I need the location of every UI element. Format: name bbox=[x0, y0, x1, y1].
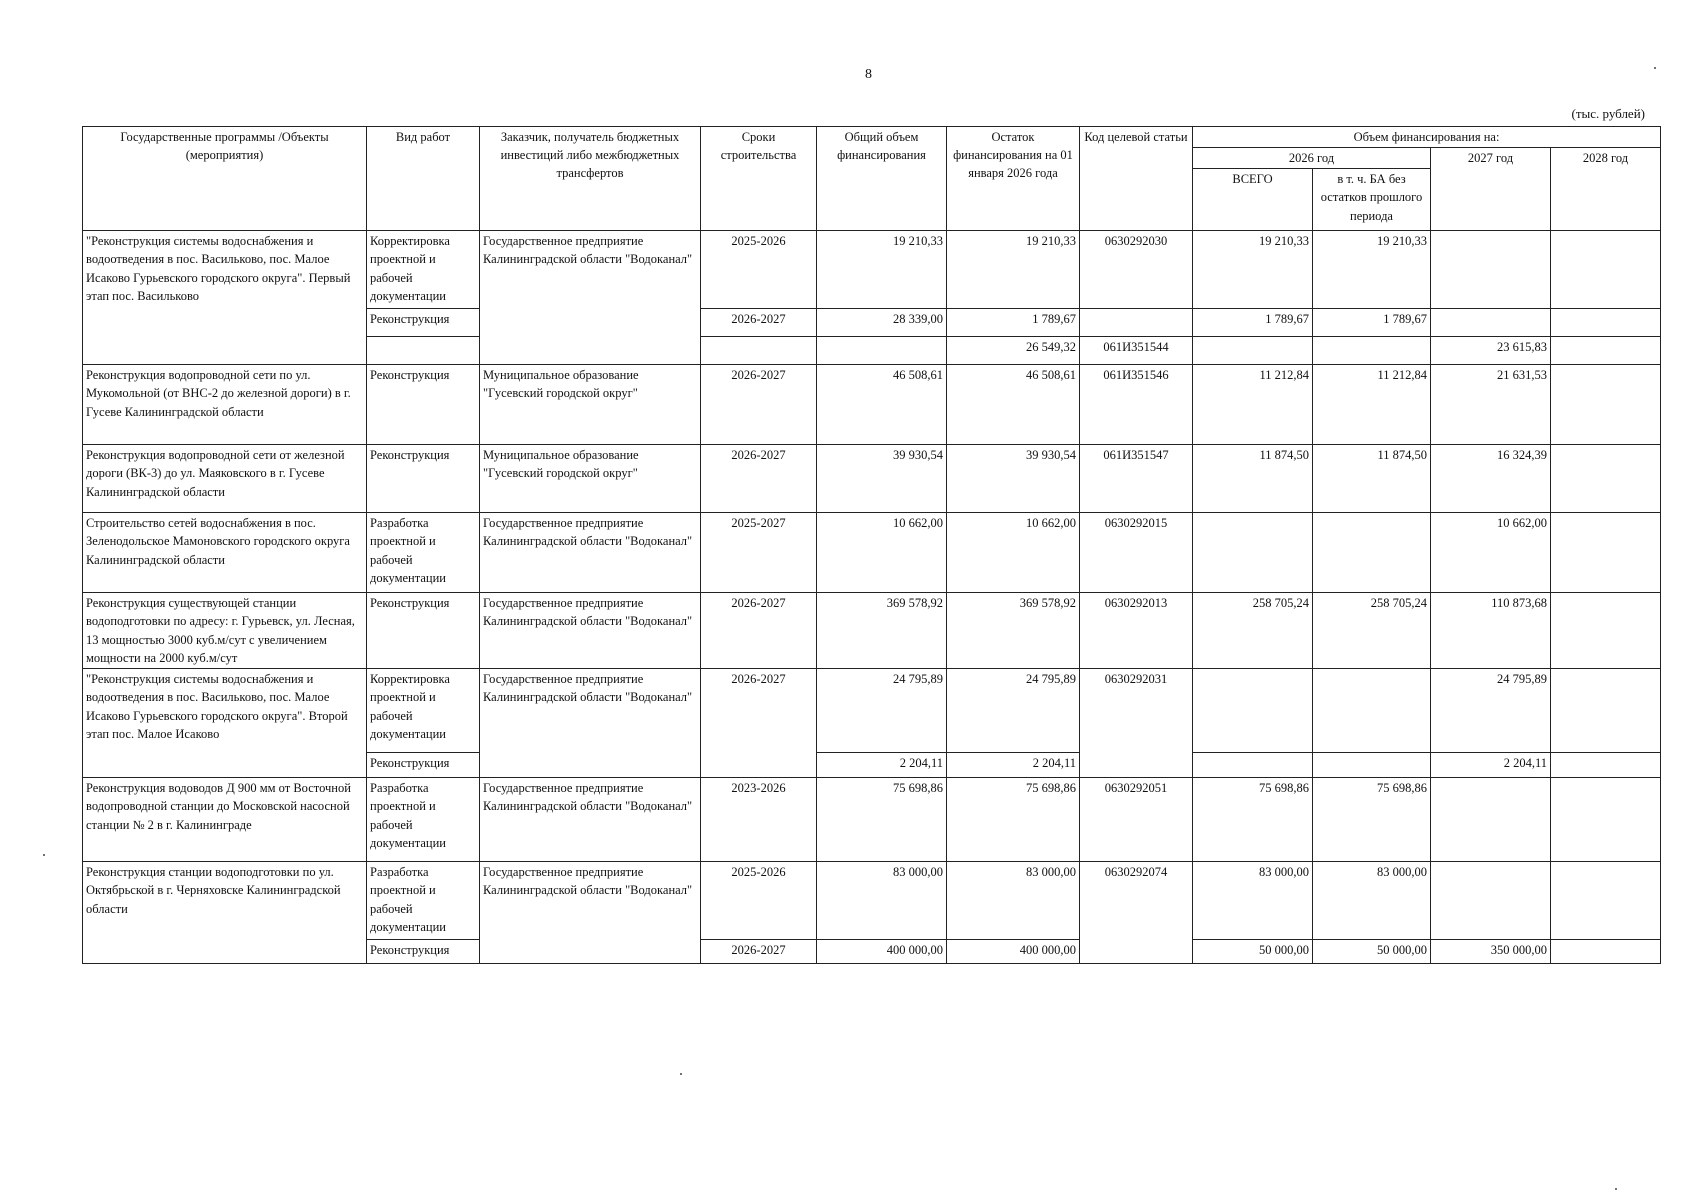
code: 0630292031 bbox=[1080, 669, 1193, 778]
total: 24 795,89 bbox=[817, 669, 947, 753]
incl-2026 bbox=[1313, 753, 1431, 778]
all-2026 bbox=[1193, 669, 1313, 753]
remainder: 10 662,00 bbox=[947, 513, 1080, 593]
work-type: Реконструкция bbox=[367, 445, 480, 513]
all-2026 bbox=[1193, 337, 1313, 365]
incl-2026: 11 212,84 bbox=[1313, 365, 1431, 445]
work-type: Реконструкция bbox=[367, 753, 480, 778]
all-2026: 11 212,84 bbox=[1193, 365, 1313, 445]
total: 2 204,11 bbox=[817, 753, 947, 778]
incl-2026 bbox=[1313, 337, 1431, 365]
work-type: Реконструкция bbox=[367, 365, 480, 445]
remainder: 2 204,11 bbox=[947, 753, 1080, 778]
object-name: "Реконструкция системы водоснабжения и водоотведения в пос. Васильково, пос. Малое Исаково Гурьевского городского округа". Второй этап пос. Малое Исаково bbox=[83, 669, 367, 778]
value-2028 bbox=[1551, 513, 1661, 593]
incl-2026: 19 210,33 bbox=[1313, 231, 1431, 309]
object-name: Реконструкция водопроводной сети от железной дороги (ВК-3) до ул. Маяковского в г. Гусеве Калининградской области bbox=[83, 445, 367, 513]
table-row bbox=[83, 445, 1661, 513]
remainder: 369 578,92 bbox=[947, 593, 1080, 669]
total: 83 000,00 bbox=[817, 862, 947, 940]
period: 2023-2026 bbox=[701, 778, 817, 862]
col-header-total: Общий объем финансирования bbox=[817, 127, 947, 231]
value-2028 bbox=[1551, 309, 1661, 337]
table-row bbox=[83, 669, 1661, 753]
customer: Государственное предприятие Калининградской области "Водоканал" bbox=[480, 513, 701, 593]
scan-speck bbox=[680, 1073, 682, 1075]
period: 2026-2027 bbox=[701, 445, 817, 513]
work-type: Реконструкция bbox=[367, 593, 480, 669]
period: 2026-2027 bbox=[701, 669, 817, 778]
value-2027: 350 000,00 bbox=[1431, 940, 1551, 964]
value-2027 bbox=[1431, 309, 1551, 337]
value-2027: 23 615,83 bbox=[1431, 337, 1551, 365]
all-2026 bbox=[1193, 753, 1313, 778]
value-2027: 24 795,89 bbox=[1431, 669, 1551, 753]
table-row bbox=[83, 593, 1661, 669]
table-row bbox=[83, 231, 1661, 309]
value-2027: 110 873,68 bbox=[1431, 593, 1551, 669]
all-2026: 258 705,24 bbox=[1193, 593, 1313, 669]
code: 061И351547 bbox=[1080, 445, 1193, 513]
code: 0630292051 bbox=[1080, 778, 1193, 862]
value-2028 bbox=[1551, 862, 1661, 940]
table-row bbox=[83, 778, 1661, 862]
remainder: 24 795,89 bbox=[947, 669, 1080, 753]
period: 2025-2026 bbox=[701, 231, 817, 309]
total: 46 508,61 bbox=[817, 365, 947, 445]
work-type: Разработка проектной и рабочей документации bbox=[367, 513, 480, 593]
period: 2026-2027 bbox=[701, 940, 817, 964]
remainder: 83 000,00 bbox=[947, 862, 1080, 940]
all-2026: 19 210,33 bbox=[1193, 231, 1313, 309]
col-header-2028: 2028 год bbox=[1551, 148, 1661, 231]
scan-speck bbox=[43, 854, 45, 856]
code: 0630292015 bbox=[1080, 513, 1193, 593]
units-label: (тыс. рублей) bbox=[1571, 106, 1645, 121]
total: 369 578,92 bbox=[817, 593, 947, 669]
total: 28 339,00 bbox=[817, 309, 947, 337]
value-2027: 16 324,39 bbox=[1431, 445, 1551, 513]
scan-speck bbox=[1654, 67, 1656, 69]
col-header-incl: в т. ч. БА без остатков прошлого периода bbox=[1313, 169, 1431, 231]
value-2028 bbox=[1551, 337, 1661, 365]
value-2028 bbox=[1551, 593, 1661, 669]
period: 2026-2027 bbox=[701, 309, 817, 337]
code: 061И351544 bbox=[1080, 337, 1193, 365]
object-name: Реконструкция водопроводной сети по ул. Мукомольной (от ВНС-2 до железной дороги) в г. Гусеве Калининградской области bbox=[83, 365, 367, 445]
remainder: 1 789,67 bbox=[947, 309, 1080, 337]
all-2026: 83 000,00 bbox=[1193, 862, 1313, 940]
remainder: 46 508,61 bbox=[947, 365, 1080, 445]
all-2026: 50 000,00 bbox=[1193, 940, 1313, 964]
period bbox=[701, 337, 817, 365]
value-2027: 10 662,00 bbox=[1431, 513, 1551, 593]
remainder: 19 210,33 bbox=[947, 231, 1080, 309]
object-name: Реконструкция существующей станции водоподготовки по адресу: г. Гурьевск, ул. Лесная, 13 мощностью 3000 куб.м/сут с увеличением мощности на 2000 куб.м/сут bbox=[83, 593, 367, 669]
col-header-code: Код целевой статьи bbox=[1080, 127, 1193, 231]
customer: Государственное предприятие Калининградской области "Водоканал" bbox=[480, 593, 701, 669]
customer: Государственное предприятие Калининградской области "Водоканал" bbox=[480, 778, 701, 862]
code: 061И351546 bbox=[1080, 365, 1193, 445]
period: 2026-2027 bbox=[701, 365, 817, 445]
code bbox=[1080, 309, 1193, 337]
customer: Государственное предприятие Калининградской области "Водоканал" bbox=[480, 862, 701, 964]
work-type: Корректировка проектной и рабочей документации bbox=[367, 231, 480, 309]
value-2028 bbox=[1551, 669, 1661, 753]
value-2028 bbox=[1551, 365, 1661, 445]
value-2028 bbox=[1551, 753, 1661, 778]
incl-2026 bbox=[1313, 513, 1431, 593]
value-2028 bbox=[1551, 940, 1661, 964]
period: 2026-2027 bbox=[701, 593, 817, 669]
value-2028 bbox=[1551, 778, 1661, 862]
table-row bbox=[83, 513, 1661, 593]
total: 19 210,33 bbox=[817, 231, 947, 309]
col-header-all: ВСЕГО bbox=[1193, 169, 1313, 231]
work-type: Разработка проектной и рабочей документации bbox=[367, 862, 480, 940]
work-type bbox=[367, 337, 480, 365]
all-2026 bbox=[1193, 513, 1313, 593]
value-2027: 21 631,53 bbox=[1431, 365, 1551, 445]
header-row-1 bbox=[83, 127, 1661, 148]
value-2027: 2 204,11 bbox=[1431, 753, 1551, 778]
object-name: Реконструкция станции водоподготовки по ул. Октябрьской в г. Черняховске Калининградской области bbox=[83, 862, 367, 964]
total bbox=[817, 337, 947, 365]
value-2028 bbox=[1551, 231, 1661, 309]
table-row bbox=[83, 365, 1661, 445]
work-type: Реконструкция bbox=[367, 309, 480, 337]
all-2026: 75 698,86 bbox=[1193, 778, 1313, 862]
total: 400 000,00 bbox=[817, 940, 947, 964]
incl-2026: 50 000,00 bbox=[1313, 940, 1431, 964]
col-header-remainder: Остаток финансирования на 01 января 2026 года bbox=[947, 127, 1080, 231]
col-header-period: Сроки строительства bbox=[701, 127, 817, 231]
all-2026: 11 874,50 bbox=[1193, 445, 1313, 513]
col-header-volume: Объем финансирования на: bbox=[1193, 127, 1661, 148]
col-header-customer: Заказчик, получатель бюджетных инвестиций либо межбюджетных трансфертов bbox=[480, 127, 701, 231]
col-header-2026: 2026 год bbox=[1193, 148, 1431, 169]
total: 75 698,86 bbox=[817, 778, 947, 862]
incl-2026: 11 874,50 bbox=[1313, 445, 1431, 513]
work-type: Разработка проектной и рабочей документации bbox=[367, 778, 480, 862]
value-2027 bbox=[1431, 778, 1551, 862]
total: 10 662,00 bbox=[817, 513, 947, 593]
work-type: Корректировка проектной и рабочей документации bbox=[367, 669, 480, 753]
customer: Государственное предприятие Калининградской области "Водоканал" bbox=[480, 231, 701, 365]
value-2027 bbox=[1431, 231, 1551, 309]
incl-2026: 258 705,24 bbox=[1313, 593, 1431, 669]
work-type: Реконструкция bbox=[367, 940, 480, 964]
incl-2026: 1 789,67 bbox=[1313, 309, 1431, 337]
table-row bbox=[83, 862, 1661, 940]
remainder: 75 698,86 bbox=[947, 778, 1080, 862]
value-2027 bbox=[1431, 862, 1551, 940]
code: 0630292030 bbox=[1080, 231, 1193, 309]
period: 2025-2026 bbox=[701, 862, 817, 940]
remainder: 400 000,00 bbox=[947, 940, 1080, 964]
customer: Государственное предприятие Калининградской области "Водоканал" bbox=[480, 669, 701, 778]
value-2028 bbox=[1551, 445, 1661, 513]
object-name: Реконструкция водоводов Д 900 мм от Восточной водопроводной станции до Московской насосной станции № 2 в г. Калининграде bbox=[83, 778, 367, 862]
code: 0630292074 bbox=[1080, 862, 1193, 964]
code: 0630292013 bbox=[1080, 593, 1193, 669]
remainder: 39 930,54 bbox=[947, 445, 1080, 513]
customer: Муниципальное образование "Гусевский городской округ" bbox=[480, 445, 701, 513]
object-name: "Реконструкция системы водоснабжения и водоотведения в пос. Васильково, пос. Малое Исаково Гурьевского городского округа". Первый этап пос. Васильково bbox=[83, 231, 367, 365]
object-name: Строительство сетей водоснабжения в пос. Зеленодольское Мамоновского городского округа Калининградской области bbox=[83, 513, 367, 593]
col-header-programs: Государственные программы /Объекты (мероприятия) bbox=[83, 127, 367, 231]
incl-2026: 83 000,00 bbox=[1313, 862, 1431, 940]
customer: Муниципальное образование "Гусевский городской округ" bbox=[480, 365, 701, 445]
scan-speck bbox=[1615, 1188, 1617, 1190]
total: 39 930,54 bbox=[817, 445, 947, 513]
page-number: 8 bbox=[865, 67, 872, 82]
incl-2026 bbox=[1313, 669, 1431, 753]
incl-2026: 75 698,86 bbox=[1313, 778, 1431, 862]
financing-table bbox=[82, 126, 1661, 964]
col-header-work-type: Вид работ bbox=[367, 127, 480, 231]
period: 2025-2027 bbox=[701, 513, 817, 593]
all-2026: 1 789,67 bbox=[1193, 309, 1313, 337]
remainder: 26 549,32 bbox=[947, 337, 1080, 365]
col-header-2027: 2027 год bbox=[1431, 148, 1551, 231]
